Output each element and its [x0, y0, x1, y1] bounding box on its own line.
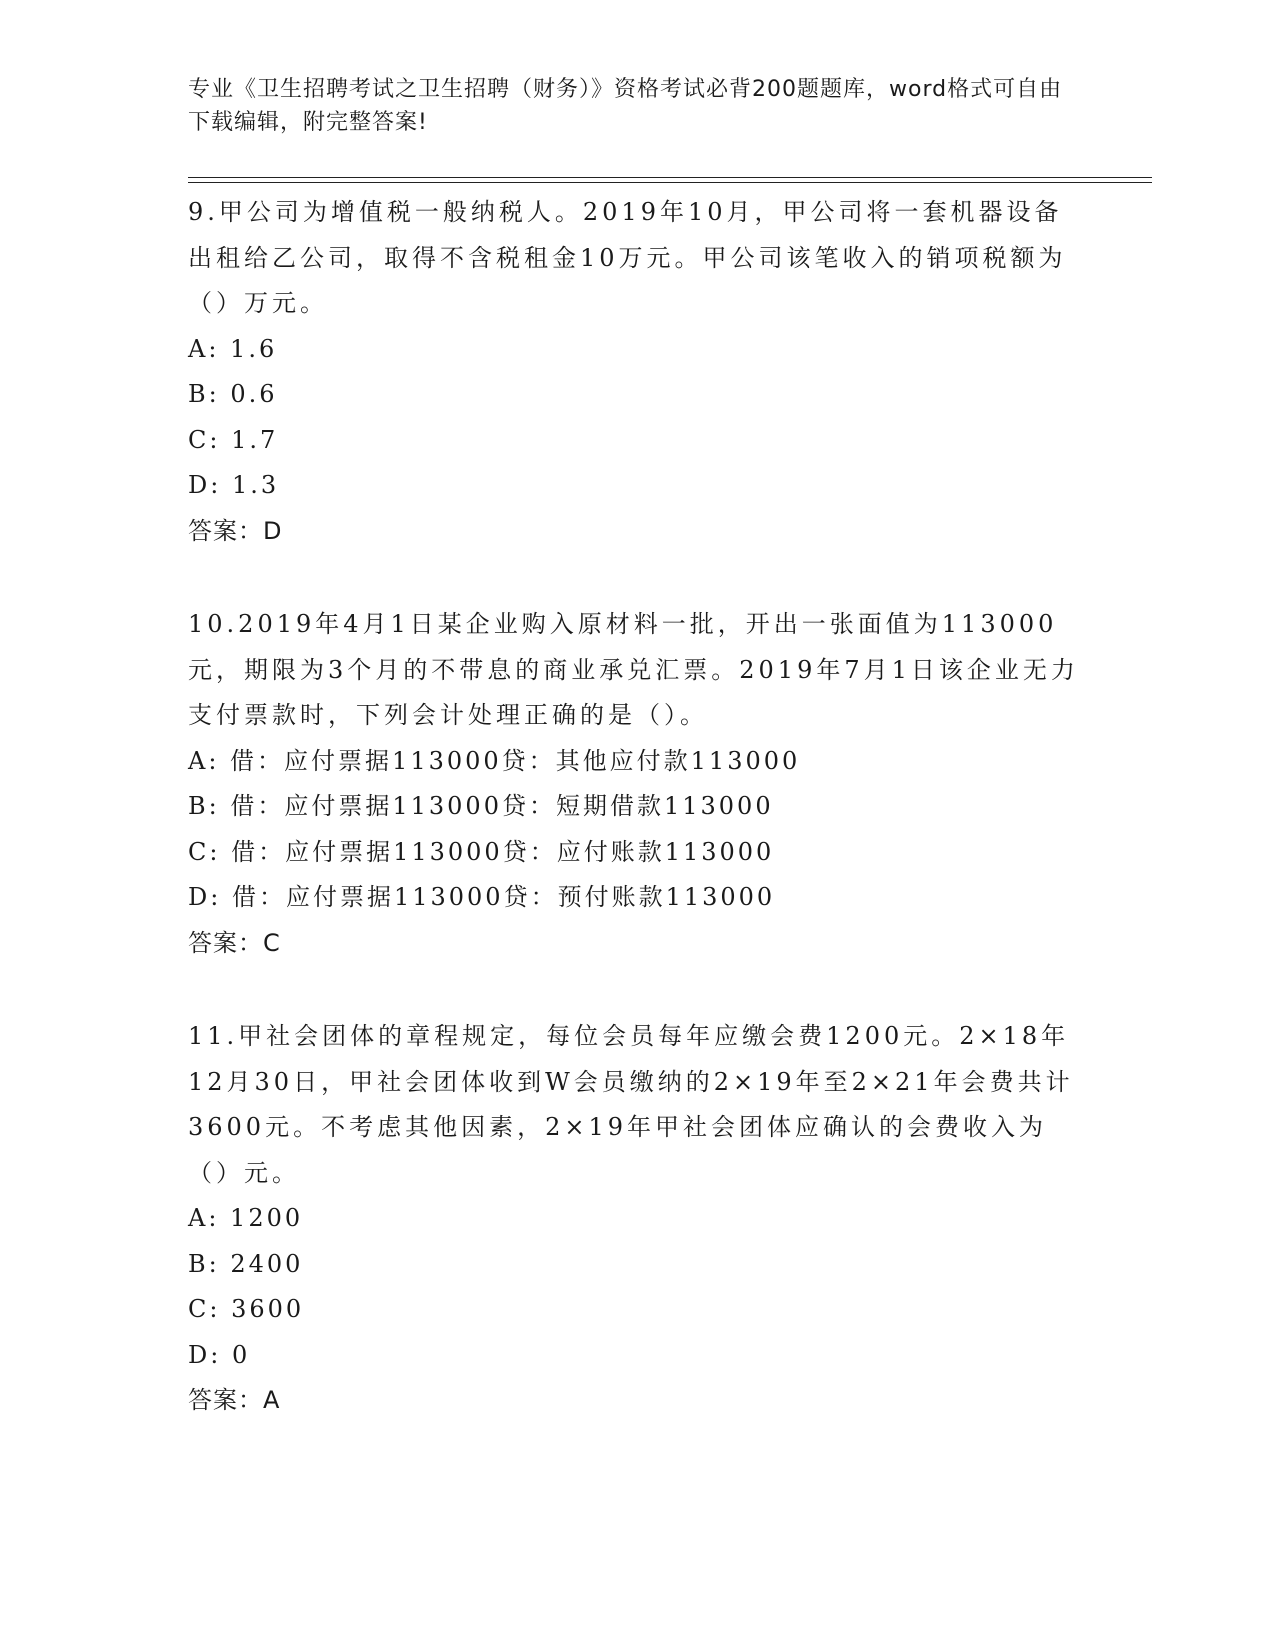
- option-b: B: 借：应付票据113000贷：短期借款113000: [188, 792, 774, 820]
- option-d: D: 0: [188, 1340, 251, 1369]
- option-a: A: 借：应付票据113000贷：其他应付款113000: [188, 746, 801, 775]
- document-header: 专业《卫生招聘考试之卫生招聘（财务）》资格考试必背200题题库，word格式可自由下载编辑，附完整答案!: [188, 77, 1063, 135]
- answer: 答案：D: [188, 516, 283, 545]
- option-c: C: 借：应付票据113000贷：应付账款113000: [188, 837, 775, 866]
- option-a: A: 1.6: [188, 334, 278, 363]
- question-text: 9.甲公司为增值税一般纳税人。2019年10月，甲公司将一套机器设备出租给乙公司，取得不含税租金10万元。甲公司该笔收入的销项税额为（）万元。: [188, 198, 1067, 317]
- option-a: A: 1200: [188, 1204, 304, 1232]
- question-list: [188, 190, 1088, 1424]
- option-b: B: 2400: [188, 1249, 304, 1278]
- question-11: [188, 1014, 1088, 1424]
- answer: 答案：C: [188, 928, 281, 957]
- question-9: [188, 190, 1088, 554]
- question-text: 11.甲社会团体的章程规定，每位会员每年应缴会费1200元。2×18年12月30日，甲社会团体收到W会员缴纳的2×19年至2×21年会费共计3600元。不考虑其他因素，2×19年甲社会团体应确认的会费收入为（）元。: [188, 1022, 1074, 1187]
- header-divider-top: [188, 177, 1152, 178]
- answer: 答案：A: [188, 1386, 281, 1414]
- option-d: D: 1.3: [188, 471, 280, 499]
- spacer: [188, 554, 1088, 602]
- header-divider-bottom: [188, 182, 1152, 183]
- option-d: D: 借：应付票据113000贷：预付账款113000: [188, 883, 776, 911]
- option-c: C: 1.7: [188, 425, 279, 454]
- question-10: [188, 602, 1088, 966]
- option-c: C: 3600: [188, 1295, 305, 1323]
- option-b: B: 0.6: [188, 380, 278, 408]
- question-text: 10.2019年4月1日某企业购入原材料一批，开出一张面值为113000元，期限为3个月的不带息的商业承兑汇票。2019年7月1日该企业无力支付票款时，下列会计处理正确的是（）。: [188, 610, 1079, 729]
- spacer: [188, 966, 1088, 1014]
